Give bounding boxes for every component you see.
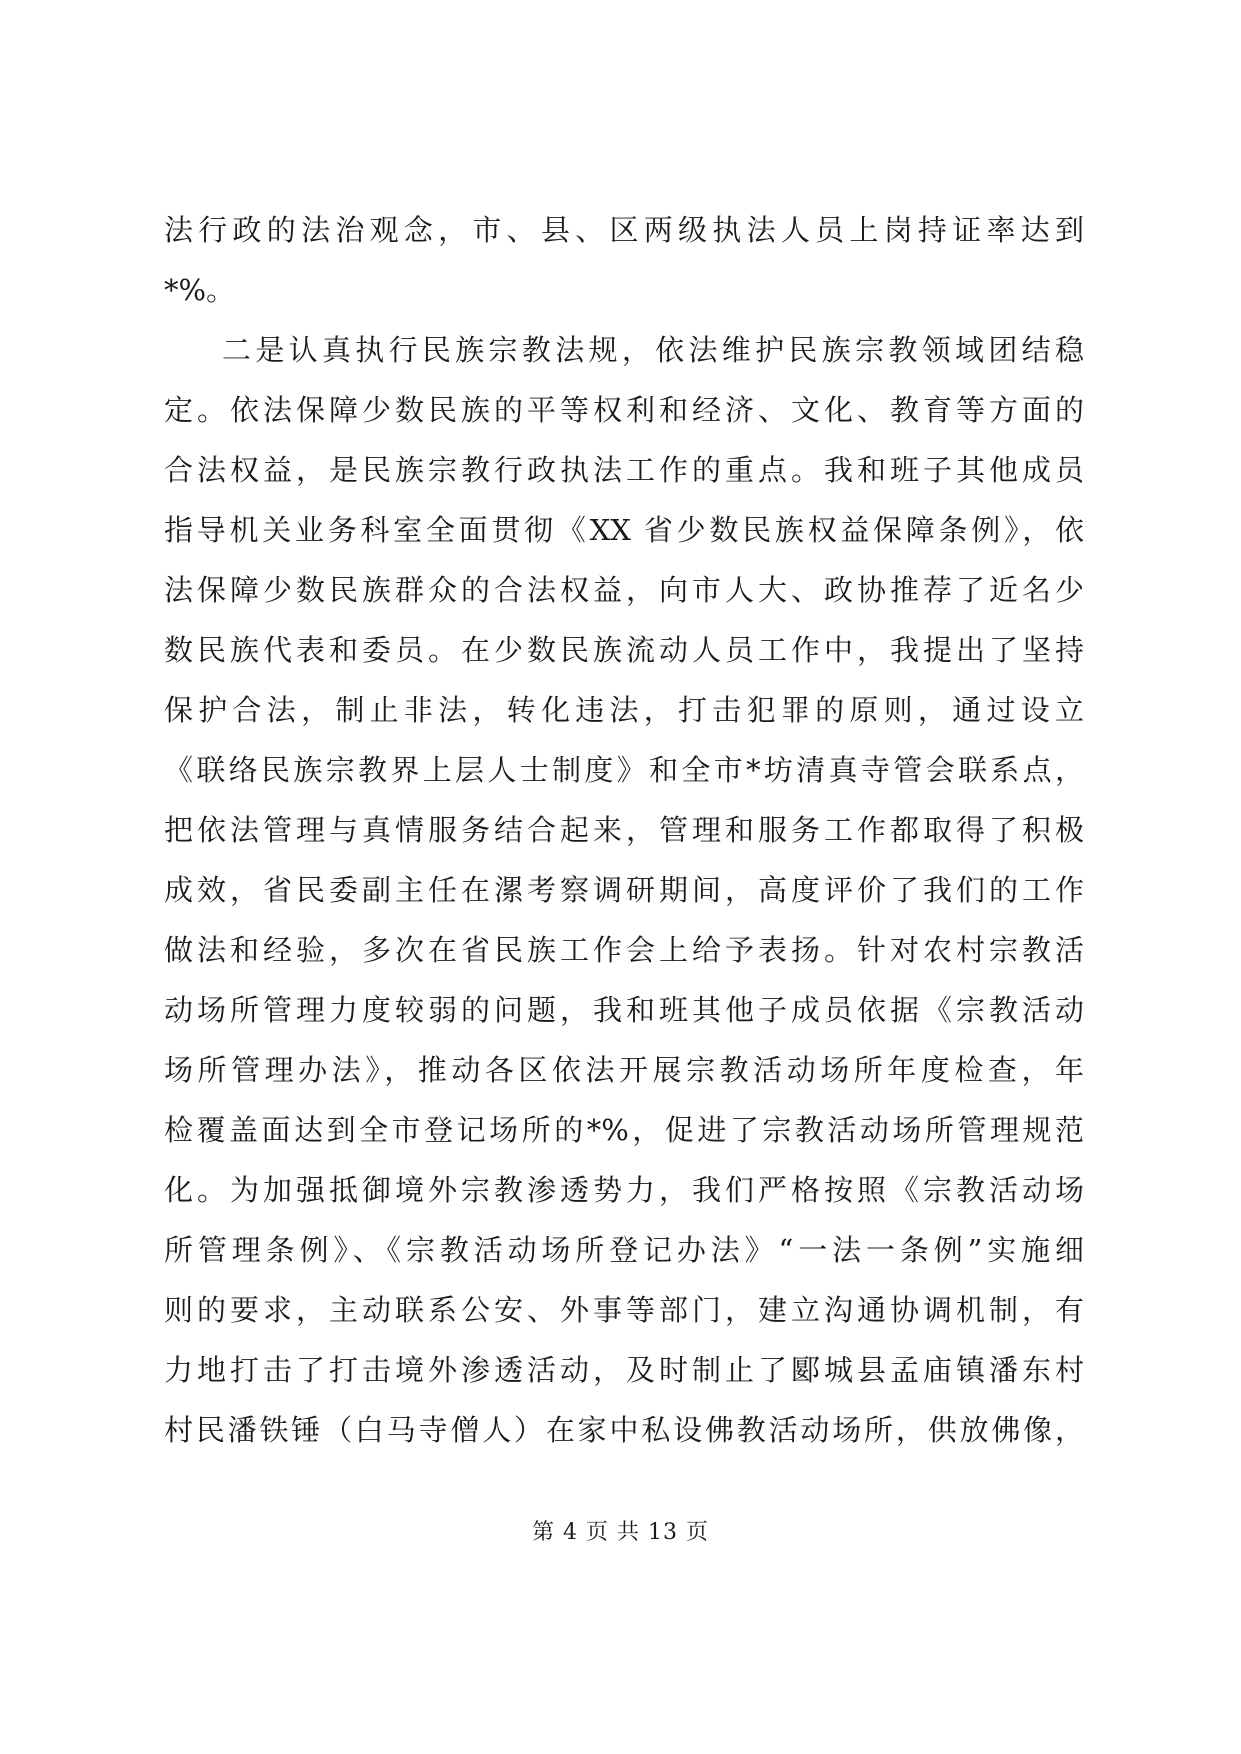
text-line: 村民潘铁锤（白马寺僧人）在家中私设佛教活动场所，供放佛像， [164,1413,1084,1447]
text-line: 成效，省民委副主任在漯考察调研期间，高度评价了我们的工作 [164,873,1084,907]
text-line: 法保障少数民族群众的合法权益，向市人大、政协推荐了近名少 [164,573,1084,607]
text-line: 定。依法保障少数民族的平等权利和经济、文化、教育等方面的 [164,393,1084,427]
text-line: 化。为加强抵御境外宗教渗透势力，我们严格按照《宗教活动场 [164,1173,1084,1207]
text-line: 力地打击了打击境外渗透活动，及时制止了郾城县孟庙镇潘东村 [164,1353,1084,1387]
text-line: 把依法管理与真情服务结合起来，管理和服务工作都取得了积极 [164,813,1084,847]
text-line: 指导机关业务科室全面贯彻《XX 省少数民族权益保障条例》，依 [164,513,1084,547]
text-line: 所管理条例》、《宗教活动场所登记办法》“一法一条例”实施细 [164,1233,1084,1267]
page-number-footer: 第 4 页 共 13 页 [532,1520,709,1545]
text-line: 检覆盖面达到全市登记场所的*%，促进了宗教活动场所管理规范 [164,1113,1084,1147]
text-line: 做法和经验，多次在省民族工作会上给予表扬。针对农村宗教活 [164,933,1084,967]
text-line: 法行政的法治观念，市、县、区两级执法人员上岗持证率达到 [164,213,1084,247]
text-line: 动场所管理力度较弱的问题，我和班其他子成员依据《宗教活动 [164,993,1084,1027]
text-line: 场所管理办法》，推动各区依法开展宗教活动场所年度检查，年 [164,1053,1084,1087]
text-line: 则的要求，主动联系公安、外事等部门，建立沟通协调机制，有 [164,1293,1084,1327]
text-line: 数民族代表和委员。在少数民族流动人员工作中，我提出了坚持 [164,633,1084,667]
text-line: *%。 [164,273,236,307]
body-text [164,200,1084,1460]
text-line: 合法权益，是民族宗教行政执法工作的重点。我和班子其他成员 [164,453,1084,487]
paragraph-first-line: 二是认真执行民族宗教法规，依法维护民族宗教领域团结稳 [222,333,1084,367]
text-line: 《联络民族宗教界上层人士制度》和全市*坊清真寺管会联系点， [164,753,1084,787]
text-line: 保护合法，制止非法，转化违法，打击犯罪的原则，通过设立 [164,693,1084,727]
